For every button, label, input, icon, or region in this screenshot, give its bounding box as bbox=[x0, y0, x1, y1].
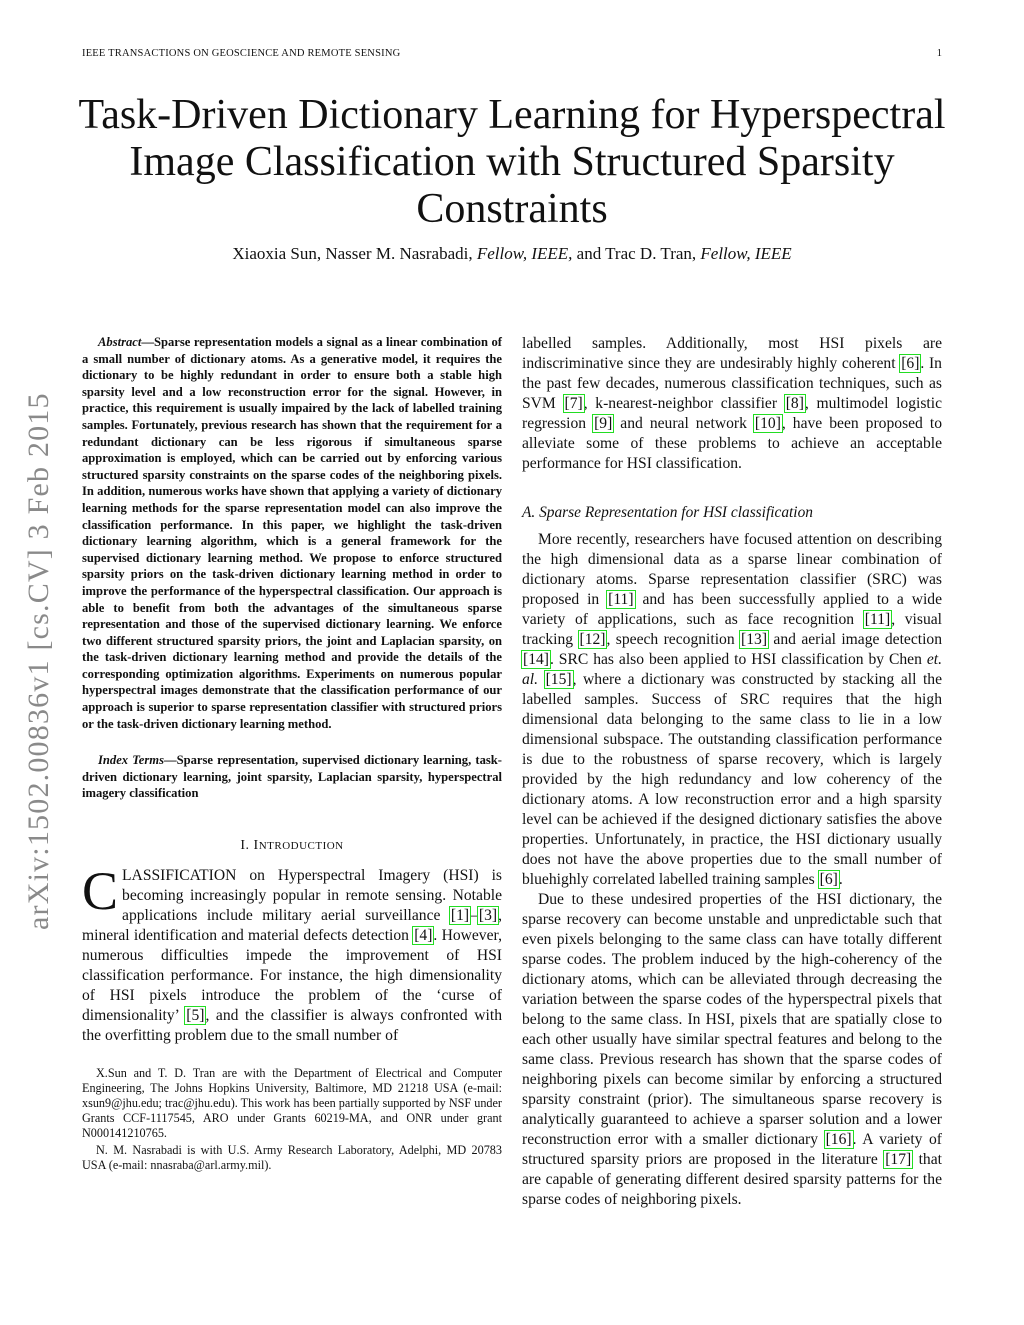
text-seg: , visual tracking bbox=[522, 611, 943, 648]
author-names-1: Xiaoxia Sun, Nasser M. Nasrabadi, bbox=[232, 244, 477, 263]
citation-link[interactable]: [7] bbox=[564, 395, 583, 412]
arxiv-identifier: arXiv:1502.00836v1 [cs.CV] 3 Feb 2015 bbox=[22, 392, 55, 930]
citation-link[interactable]: [11] bbox=[864, 611, 891, 628]
introduction-paragraph bbox=[82, 861, 503, 1046]
author-names-2: and Trac D. Tran, bbox=[572, 244, 701, 263]
structured-sparsity-paragraph bbox=[522, 890, 942, 1210]
section-initial: I bbox=[253, 838, 259, 854]
intro-seg: , mineral identification and material defects detection bbox=[82, 907, 502, 945]
text-seg: , k-nearest-neighbor classifier bbox=[583, 395, 785, 412]
author-role-2: Fellow, IEEE bbox=[700, 244, 792, 263]
text-seg: , speech recognition bbox=[606, 631, 741, 648]
text-seg: , have been proposed to alleviate some of these problems to achieve an acceptable performance for HSI classification. bbox=[522, 415, 942, 472]
text-seg: labelled samples. Additionally, most HSI pixels are indiscriminative since they are undesirably highly coherent bbox=[522, 335, 942, 372]
footnotes bbox=[82, 1066, 502, 1173]
index-terms-label: Index Terms bbox=[98, 753, 164, 768]
et-al: et. al. bbox=[522, 651, 942, 688]
left-column bbox=[82, 334, 502, 1175]
text-seg: . bbox=[838, 871, 843, 888]
intro-seg: , and the classifier is always confronted with the overfitting problem due to the small number of bbox=[82, 1007, 503, 1045]
index-terms bbox=[82, 752, 502, 802]
intro-seg: LASSIFICATION on Hyperspectral Imagery (HSI) is becoming increasingly popular in remote sensing. Notable applications include military aerial surveillance bbox=[122, 867, 502, 925]
footnote-affiliation-1: X.Sun and T. D. Tran are with the Department of Electrical and Computer Engineering, The Johns Hopkins University, Baltimore, MD 21218 USA (e-mail: xsun9@jhu.edu; trac@jhu.edu). This work has been partially supported by NSF under Grants CCF-1117545, ARO under Grants 60219-MA, and ONR under grant N000141210765. bbox=[82, 1066, 502, 1141]
text-seg bbox=[538, 671, 545, 688]
citation-link[interactable]: [16] bbox=[825, 1131, 852, 1148]
intro-seg: . However, numerous difficulties impede the improvement of HSI classification performance. For instance, the high dimensionality of HSI pixels introduce the problem of the ‘curse of dimensionality’ bbox=[82, 927, 502, 1025]
citation-link[interactable]: [10] bbox=[754, 415, 781, 432]
section-numeral: I. bbox=[240, 838, 254, 854]
author-role-1: Fellow, IEEE, bbox=[476, 244, 573, 263]
citation-link[interactable]: [17] bbox=[885, 1151, 912, 1168]
abstract bbox=[82, 334, 502, 732]
footnote-affiliation-2: N. M. Nasrabadi is with U.S. Army Research Laboratory, Adelphi, MD 20783 USA (e-mail: nnasraba@arl.army.mil). bbox=[82, 1143, 502, 1173]
citation-link[interactable]: [4] bbox=[414, 927, 433, 945]
text-seg: . In the past few decades, numerous classification techniques, such as SVM bbox=[522, 355, 942, 412]
drop-cap: C bbox=[82, 861, 119, 922]
running-header: IEEE TRANSACTIONS ON GEOSCIENCE AND REMOTE SENSING bbox=[82, 48, 401, 59]
intro-seg: – bbox=[470, 907, 478, 925]
text-seg: and aerial image detection bbox=[768, 631, 942, 648]
citation-link[interactable]: [13] bbox=[741, 631, 768, 648]
sparse-representation-paragraph bbox=[522, 530, 942, 890]
subsection-heading: A. Sparse Representation for HSI classification bbox=[522, 504, 813, 521]
text-seg: , multimodel logistic regression bbox=[522, 395, 942, 432]
page-number: 1 bbox=[936, 48, 942, 59]
citation-link[interactable]: [11] bbox=[608, 591, 634, 608]
section-rest: NTRODUCTION bbox=[258, 840, 344, 853]
citation-link[interactable]: [15] bbox=[545, 671, 572, 688]
citation-link[interactable]: [1] bbox=[450, 907, 470, 925]
paper-title: Task-Driven Dictionary Learning for Hyperspectral Image Classification with Structured Sparsity Constraints bbox=[78, 92, 946, 232]
citation-link[interactable]: [9] bbox=[594, 415, 613, 432]
citation-link[interactable]: [12] bbox=[579, 631, 606, 648]
continued-paragraph bbox=[522, 334, 942, 474]
citation-link[interactable]: [6] bbox=[819, 871, 838, 888]
right-column bbox=[522, 334, 942, 1210]
text-seg: . SRC has also been applied to HSI classification by Chen bbox=[549, 651, 927, 668]
citation-link[interactable]: [6] bbox=[901, 355, 920, 372]
citation-link[interactable]: [3] bbox=[478, 907, 498, 925]
citation-link[interactable]: [5] bbox=[186, 1007, 205, 1025]
author-list bbox=[60, 244, 964, 264]
abstract-text: —Sparse representation models a signal as a linear combination of a small number of dictionary atoms. As a generative model, it requires the dictionary to be highly redundant in order to ensure both a stable high sparsity level and a low reconstruction error for the signal. However, in practice, this requirement is usually impaired by the lack of labelled training samples. Fortunately, previous research has shown that the requirement for a redundant dictionary can be less rigorous if simultaneous sparse approximation is employed, which can be carried out by enforcing various structured sparsity constraints on the sparse codes of the neighboring pixels. In addition, numerous works have shown that applying a variety of dictionary learning methods for the sparse representation model can also improve the classification performance. In this paper, we highlight the task-driven dictionary learning algorithm, which is a general framework for the supervised dictionary learning method. We propose to enforce structured sparsity priors on the task-driven dictionary learning method in order to improve the performance of the hyperspectral classification. Our approach is able to benefit from both the advantages of the simultaneous sparse representation and those of the supervised dictionary learning. We enforce two different structured sparsity priors, the joint and Laplacian sparsity, on the task-driven dictionary learning method and provide the details of the corresponding optimization algorithms. Experiments on numerous popular hyperspectral images demonstrate that the classification performance of our approach is superior to sparse representation classifier with structured priors or the task-driven dictionary learning method. bbox=[82, 335, 502, 731]
text-seg: Due to these undesired properties of the HSI dictionary, the sparse recovery can become unstable and unpredictable such that even pixels belonging to the same class can have totally different sparse codes. The problem induced by the high-coherency of the dictionary atoms, which can be alleviated through decreasing the variation between the sparse codes of the hyperspectral pixels that belong to the same class. In HSI, pixels that are spatially close to each other usually have similar spectral features and belong to the same class. Previous research has shown that the sparse codes of neighboring pixels can become similar by enforcing a structured sparsity constraint (prior). The simultaneous sparse recovery is analytically guaranteed to achieve a sparser solution and a lower reconstruction error with a smaller dictionary bbox=[522, 891, 942, 1148]
text-seg: that are capable of generating different desired sparsity patterns for the sparse codes of neighboring pixels. bbox=[522, 1151, 942, 1208]
citation-link[interactable]: [14] bbox=[523, 651, 549, 668]
section-heading-introduction bbox=[82, 838, 502, 854]
text-seg: , where a dictionary was constructed by stacking all the labelled samples. Success of SRC requires that the high dimensional data belonging to the same class to lie in a low dimensional subspace. The outstanding classification performance is due to the robustness of sparse recovery, which is largely provided by the high redundancy and low coherency of the dictionary atoms. A low reconstruction error and a high sparsity level can be achieved if the designed dictionary satisfies the above properties. Unfortunately, in practice, the HSI dictionary usually does not have the above properties due to the small number of bluehighly correlated labelled training samples bbox=[522, 671, 943, 888]
text-seg: and neural network bbox=[613, 415, 754, 432]
intro-text bbox=[82, 861, 503, 1046]
abstract-label: Abstract bbox=[98, 335, 142, 349]
text-seg: . A variety of structured sparsity priors are proposed in the literature bbox=[522, 1131, 942, 1168]
text-seg: More recently, researchers have focused attention on describing the high dimensional data as a sparse linear combination of dictionary atoms. Sparse representation classifier (SRC) was proposed in bbox=[522, 531, 942, 608]
text-seg: and has been successfully applied to a wide variety of applications, such as face recognition bbox=[522, 591, 943, 628]
citation-link[interactable]: [8] bbox=[785, 395, 804, 412]
index-terms-text: —Sparse representation, supervised dictionary learning, task-driven dictionary learning, joint sparsity, Laplacian sparsity, hyperspectral imagery classification bbox=[82, 753, 502, 801]
